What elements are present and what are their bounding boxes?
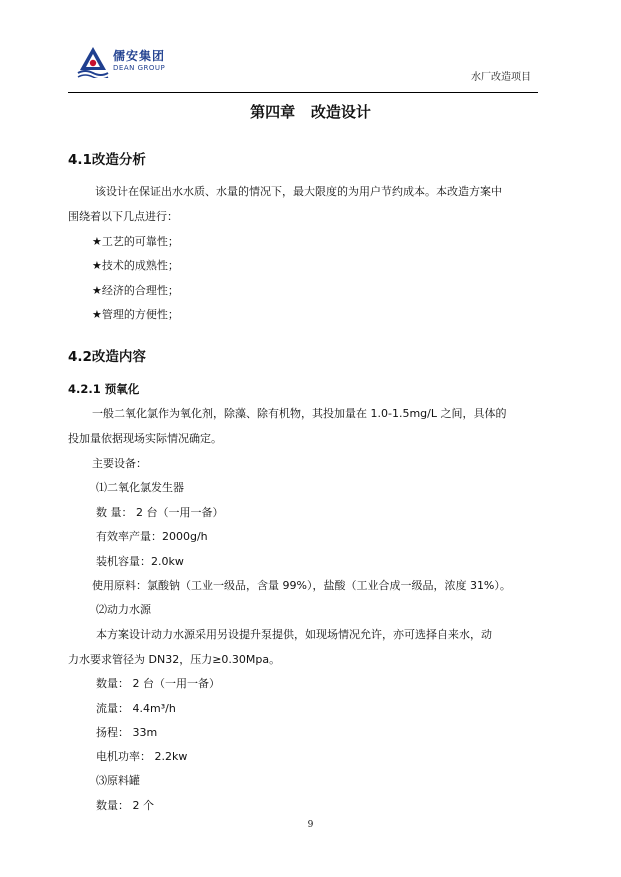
chapter-title: 第四章 改造设计: [250, 103, 371, 121]
header-divider: [68, 92, 538, 93]
item-3-title: ⑶原料罐: [96, 774, 140, 787]
item-2-quantity: 数量： 2 台（一用一备）: [96, 677, 220, 690]
bullet-item: ★管理的方便性；: [92, 308, 179, 321]
item-1-power: 装机容量：2.0kw: [96, 555, 184, 568]
subsection-4-2-1-title: 4.2.1 预氧化: [68, 382, 140, 396]
logo-chinese-name: 儒安集团: [113, 49, 166, 63]
logo-mark-icon: [76, 46, 110, 78]
preoxidation-para-line-1: 一般二氧化氯作为氧化剂，除藻、除有机物，其投加量在 1.0-1.5mg/L 之间，具体的: [92, 407, 507, 420]
item-2-line-1: 本方案设计动力水源采用另设提升泵提供，如现场情况允许，亦可选择自来水，动: [96, 628, 492, 641]
raw-materials: 使用原料：氯酸钠（工业一级品，含量 99%），盐酸（工业合成一级品，浓度 31%）。: [92, 579, 511, 592]
item-2-power: 电机功率： 2.2kw: [96, 750, 188, 763]
item-2-head: 扬程： 33m: [96, 726, 158, 739]
bullet-item: ★技术的成熟性；: [92, 259, 179, 272]
section-4-1-intro-line-2: 围绕着以下几点进行：: [68, 210, 178, 223]
item-1-title: ⑴二氧化氯发生器: [96, 481, 184, 494]
section-4-1-title: 4.1改造分析: [68, 152, 146, 168]
company-logo: [76, 46, 186, 80]
item-1-output: 有效率产量：2000g/h: [96, 530, 208, 543]
section-4-1-intro-line-1: 该设计在保证出水水质、水量的情况下，最大限度的为用户节约成本。本改造方案中: [95, 185, 502, 198]
header-project-name: 水厂改造项目: [471, 72, 531, 83]
item-2-flow: 流量： 4.4m³/h: [96, 702, 176, 715]
item-3-quantity: 数量： 2 个: [96, 799, 154, 812]
item-1-quantity: 数 量： 2 台（一用一备）: [96, 506, 224, 519]
logo-english-name: DEAN GROUP: [113, 64, 166, 72]
preoxidation-para-line-2: 投加量依据现场实际情况确定。: [68, 432, 222, 445]
equipment-heading: 主要设备：: [92, 457, 147, 470]
item-2-title: ⑵动力水源: [96, 603, 151, 616]
page-number: 9: [307, 820, 314, 830]
section-4-2-title: 4.2改造内容: [68, 349, 146, 365]
item-2-line-2: 力水要求管径为 DN32，压力≥0.30Mpa。: [68, 653, 281, 666]
bullet-item: ★经济的合理性；: [92, 284, 179, 297]
bullet-item: ★工艺的可靠性；: [92, 235, 179, 248]
